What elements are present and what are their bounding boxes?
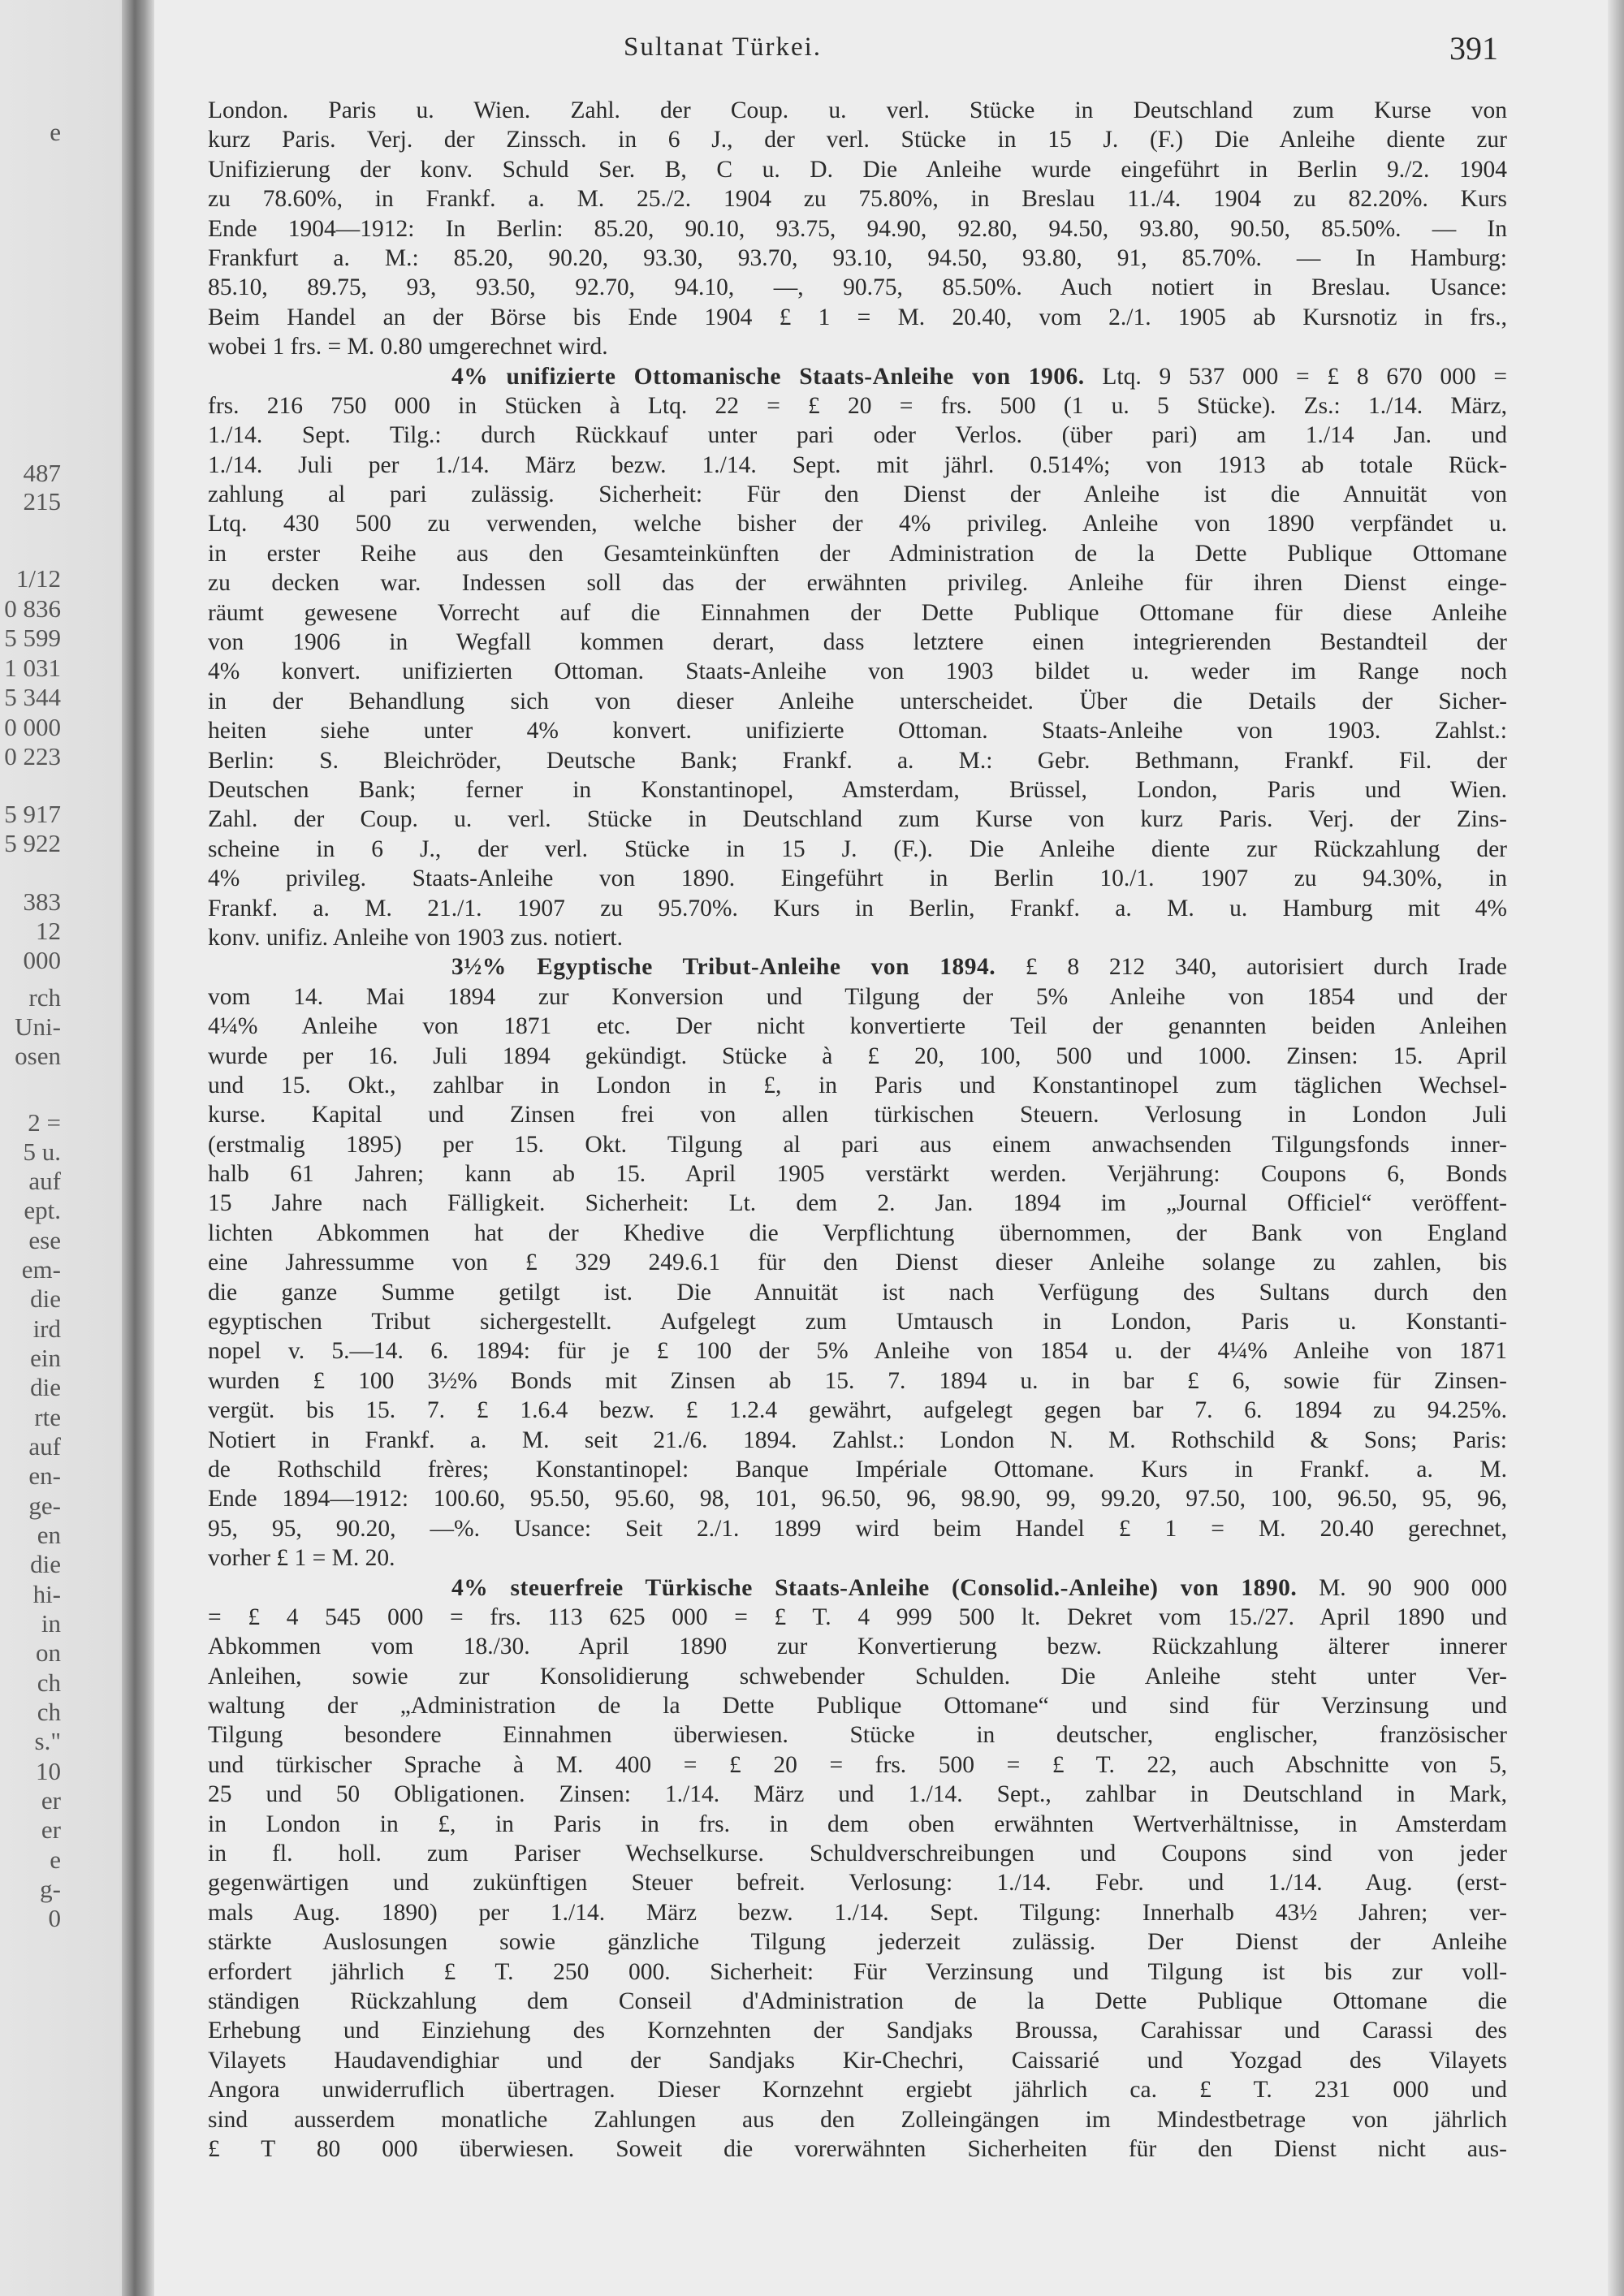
text-line [208,421,1507,450]
margin-fragment: ch [37,1698,61,1726]
margin-fragment: 1 031 [4,654,61,682]
line-text: Deutschen Bank; ferner in Konstantinopel, Amsterdam, Brüssel, London, Paris und Wien. [208,776,1507,803]
margin-fragment: auf [28,1167,61,1195]
line-text: wurden £ 100 3½% Bonds mit Zinsen ab 15. 7. 1894 u. in bar £ 6, sowie für Zinsen- [208,1367,1507,1394]
line-text: vorher £ 1 = M. 20. [208,1545,395,1572]
line-text: wobei 1 frs. = M. 0.80 umgerechnet wird. [208,334,608,360]
line-text: Ende 1904—1912: In Berlin: 85.20, 90.10, 93.75, 94.90, 92.80, 94.50, 93.80, 90.50, 85.50%. — In [208,215,1507,242]
line-text: London. Paris u. Wien. Zahl. der Coup. u. verl. Stücke in Deutschland zum Kurse von [208,97,1507,123]
text-line [208,1632,1507,1661]
text-line [208,184,1507,214]
margin-fragment: 487 [23,459,61,487]
margin-fragment: osen [15,1042,61,1070]
text-line [208,1957,1507,1987]
text-line [208,1455,1507,1484]
line-text: Notiert in Frankf. a. M. seit 21./6. 1894. Zahlst.: London N. M. Rothschild & Sons; Paris: [208,1426,1507,1453]
margin-fragment: hi- [32,1580,61,1608]
text-line [208,1278,1507,1307]
line-text: ständigen Rückzahlung dem Conseil d'Administration de la Dette Publique Ottomane die [208,1988,1507,2014]
line-text: Angora unwiderruflich übertragen. Dieser Kornzehnt ergiebt jährlich ca. £ T. 231 000 und [208,2077,1507,2104]
margin-fragment: 0 000 [4,713,61,741]
line-text: kurse. Kapital und Zinsen frei von allen türkischen Steuern. Verlosung in London Juli [208,1102,1507,1129]
line-text: £ T 80 000 überwiesen. Soweit die vorerwähnten Sicherheiten für den Dienst nicht aus- [208,2135,1507,2162]
text-line [208,1780,1507,1809]
text-line [208,2105,1507,2134]
line-text: Abkommen vom 18./30. April 1890 zur Konvertierung bezw. Rückzahlung älterer innerer [208,1634,1507,1660]
text-line [208,1750,1507,1780]
line-text: in erster Reihe aus den Gesamteinkünften der Administration de la Dette Publique Ottomane [208,540,1507,567]
margin-fragment: 1/12 [15,564,61,593]
margin-fragment: rch [28,983,61,1012]
line-text: stärkte Auslosungen sowie gänzliche Tilgung jederzeit zulässig. Der Dienst der Anleihe [208,1929,1507,1956]
text-line [208,1898,1507,1927]
text-line [208,1868,1507,1897]
text-line [208,303,1507,332]
text-line [208,509,1507,538]
running-head [154,29,1624,70]
margin-fragment: 215 [23,487,61,516]
margin-fragment: er [41,1786,61,1815]
text-line [208,1987,1507,2016]
line-text: Erhebung und Einziehung des Kornzehnten der Sandjaks Broussa, Carahissar und Carassi des [208,2018,1507,2044]
line-text: 85.10, 89.75, 93, 93.50, 92.70, 94.10, —, 90.75, 85.50%. Auch notiert in Breslau. Usance: [208,274,1507,301]
line-text: 15 Jahre nach Fälligkeit. Sicherheit: Lt. dem 2. Jan. 1894 im „Journal Officiel“ veröffent- [208,1190,1507,1217]
text-line [208,568,1507,598]
text-line [208,244,1507,273]
margin-fragment: 5 922 [4,829,61,857]
line-text: 25 und 50 Obligationen. Zinsen: 1./14. März und 1./14. Sept., zahlbar in Deutschland in Mark, [208,1781,1507,1808]
line-text: Ltq. 430 500 zu verwenden, welche bisher der 4% privileg. Anleihe von 1890 verpfändet u. [208,511,1507,537]
text-line [208,1100,1507,1129]
line-text: frs. 216 750 000 in Stücken à Ltq. 22 = £ 20 = frs. 500 (1 u. 5 Stücke). Zs.: 1./14. März, [208,392,1507,419]
margin-fragment: 12 [36,917,61,945]
text-line [208,1839,1507,1868]
line-text: konv. unifiz. Anleihe von 1903 zus. notiert. [208,924,623,951]
line-text: de Rothschild frères; Konstantinopel: Banque Impériale Ottomane. Kurs in Frankf. a. M. [208,1456,1507,1482]
line-text: 4% privileg. Staats-Anleihe von 1890. Eingeführt in Berlin 10./1. 1907 zu 94.30%, in [208,865,1507,892]
text-line [208,1307,1507,1336]
line-text: in London in £, in Paris in frs. in dem oben erwähnten Wertverhältnisse, in Amsterdam [208,1810,1507,1837]
line-text: Frankfurt a. M.: 85.20, 90.20, 93.30, 93.70, 93.10, 94.50, 93.80, 91, 85.70%. — In Hamburg: [208,244,1507,271]
section-heading: 3½% Egyptische Tribut-Anleihe von 1894. [451,954,996,981]
margin-fragment: ch [37,1668,61,1697]
margin-fragment: ird [32,1314,61,1343]
line-text: halb 61 Jahren; kann ab 15. April 1905 verstärkt werden. Verjährung: Coupons 6, Bonds [208,1161,1507,1188]
line-text: eine Jahressumme von £ 329 249.6.1 für den Dienst dieser Anleihe solange zu zahlen, bis [208,1249,1507,1276]
text-line [208,1012,1507,1041]
line-text: heiten siehe unter 4% konvert. unifizierte Ottoman. Staats-Anleihe von 1903. Zahlst.: [208,718,1507,744]
line-text: 1./14. Juli per 1./14. März bezw. 1./14. Sept. mit jährl. 0.514%; von 1913 ab totale Rück- [208,451,1507,478]
text-line [208,1810,1507,1839]
body-text [208,96,1507,2164]
line-text: nopel v. 5.—14. 6. 1894: für je £ 100 der 5% Anleihe von 1854 u. der 4¼% Anleihe von 1871 [208,1338,1507,1365]
document-page [154,0,1624,2296]
margin-fragment: e [50,1845,61,1874]
text-line [208,391,1507,421]
line-text: lichten Abkommen hat der Khedive die Verpflichtung übernommen, der Bank von England [208,1219,1507,1246]
line-text: die ganze Summe getilgt ist. Die Annuität ist nach Verfügung des Sultans durch den [208,1279,1507,1306]
text-line [208,2016,1507,2045]
margin-fragment: 5 599 [4,624,61,652]
line-text: 95, 95, 90.20, —%. Usance: Seit 2./1. 1899 wird beim Handel £ 1 = M. 20.40 gerechnet, [208,1515,1507,1542]
line-text: £ 8 212 340, autorisiert durch Irade [996,954,1507,981]
line-text: erfordert jährlich £ T. 250 000. Sicherheit: Für Verzinsung und Tilgung ist bis zur voll- [208,1958,1507,1985]
margin-fragment: 5 344 [4,683,61,711]
line-text: zu decken war. Indessen soll das der erwähnten privileg. Anleihe für ihren Dienst einge- [208,570,1507,597]
text-line [208,96,1507,125]
margin-fragment: 2 = [28,1108,61,1137]
text-line [208,1130,1507,1159]
text-line [208,1662,1507,1691]
margin-fragment: ge- [28,1491,61,1520]
line-text: in fl. holl. zum Pariser Wechselkurse. Schuldverschreibungen und Coupons sind von jeder [208,1841,1507,1867]
line-text: Frankf. a. M. 21./1. 1907 zu 95.70%. Kurs in Berlin, Frankf. a. M. u. Hamburg mit 4% [208,895,1507,921]
line-text: M. 90 900 000 [1297,1574,1507,1601]
line-text: Ende 1894—1912: 100.60, 95.50, 95.60, 98, 101, 96.50, 96, 98.90, 99, 99.20, 97.50, 100, 96.50, 95, 96, [208,1486,1507,1513]
text-line [208,716,1507,745]
text-line [208,598,1507,628]
line-text: und 15. Okt., zahlbar in London in £, in Paris und Konstantinopel zum täglichen Wechsel- [208,1072,1507,1098]
section-heading-line [208,1573,1507,1603]
text-line [208,628,1507,657]
text-line [208,1543,1507,1573]
text-line [208,125,1507,154]
line-text: 4¼% Anleihe von 1871 etc. Der nicht konvertierte Teil der genannten beiden Anleihen [208,1013,1507,1040]
line-text: in der Behandlung sich von dieser Anleihe unterscheidet. Über die Details der Sicher- [208,688,1507,714]
margin-fragment: die [30,1284,61,1313]
text-line [208,1189,1507,1218]
text-line [208,657,1507,686]
line-text: Unifizierung der konv. Schuld Ser. B, C u. D. Die Anleihe wurde eingeführt in Berlin 9./2. 1904 [208,156,1507,183]
margin-fragment: Uni- [15,1012,61,1041]
margin-fragment: on [36,1638,61,1667]
line-text: Vilayets Haudavendighiar und der Sandjaks Kir-Chechri, Caissarié und Yozgad des Vilayets [208,2047,1507,2074]
line-text: zu 78.60%, in Frankf. a. M. 25./2. 1904 zu 75.80%, in Breslau 11./4. 1904 zu 82.20%. Kurs [208,186,1507,213]
text-line [208,1396,1507,1425]
book-gutter [122,0,154,2296]
line-text: zahlung al pari zulässig. Sicherheit: Für den Dienst der Anleihe ist die Annuität von [208,481,1507,508]
line-text: waltung der „Administration de la Dette Publique Ottomane“ und sind für Verzinsung und [208,1693,1507,1720]
margin-fragment: s." [34,1727,61,1755]
margin-fragment: 10 [36,1757,61,1785]
line-text: Berlin: S. Bleichröder, Deutsche Bank; Frankf. a. M.: Gebr. Bethmann, Frankf. Fil. der [208,747,1507,774]
line-text: vergüt. bis 15. 7. £ 1.6.4 bezw. £ 1.2.4 gewährt, aufgelegt gegen bar 7. 6. 1894 zu 94.25%. [208,1397,1507,1424]
text-line [208,1159,1507,1189]
line-text: Beim Handel an der Börse bis Ende 1904 £ 1 = M. 20.40, vom 2./1. 1905 ab Kursnotiz in frs., [208,304,1507,330]
text-line [208,1248,1507,1277]
line-text: und türkischer Sprache à M. 400 = £ 20 = frs. 500 = £ T. 22, auch Abschnitte von 5, [208,1751,1507,1778]
text-line [208,273,1507,302]
running-title: Sultanat Türkei. [623,32,823,62]
text-line [208,805,1507,834]
margin-fragment: 5 u. [23,1137,61,1166]
margin-fragment: 000 [23,946,61,974]
margin-fragment: 5 917 [4,800,61,828]
section-heading-line [208,362,1507,391]
text-line [208,155,1507,184]
section-heading: 4% unifizierte Ottomanische Staats-Anleihe von 1906. [451,363,1085,390]
line-text: von 1906 in Wegfall kommen derart, dass letztere einen integrierenden Bestandteil der [208,629,1507,656]
text-line [208,1720,1507,1750]
line-text: kurz Paris. Verj. der Zinssch. in 6 J., der verl. Stücke in 15 J. (F.) Die Anleihe diente zur [208,127,1507,153]
line-text: vom 14. Mai 1894 zur Konversion und Tilgung der 5% Anleihe von 1854 und der [208,983,1507,1010]
line-text: Ltq. 9 537 000 = £ 8 670 000 = [1084,363,1507,390]
text-line [208,539,1507,568]
text-line [208,1426,1507,1455]
line-text: Tilgung besondere Einnahmen überwiesen. Stücke in deutscher, englischer, französischer [208,1722,1507,1749]
text-line [208,1603,1507,1632]
line-text: Anleihen, sowie zur Konsolidierung schwebender Schulden. Die Anleihe steht unter Ver- [208,1663,1507,1690]
line-text: gegenwärtigen und zukünftigen Steuer befreit. Verlosung: 1./14. Febr. und 1./14. Aug. (erst- [208,1870,1507,1897]
text-line [208,1484,1507,1513]
text-line [208,923,1507,952]
text-line [208,775,1507,805]
margin-fragment: ein [30,1344,61,1372]
margin-fragment: e [50,118,61,146]
line-text: (erstmalig 1895) per 15. Okt. Tilgung al pari aus einem anwachsenden Tilgungsfonds inner- [208,1131,1507,1158]
text-line [208,835,1507,864]
margin-fragment: 0 [48,1904,61,1932]
margin-fragment: die [30,1550,61,1578]
text-line [208,214,1507,244]
margin-fragment: rte [34,1403,61,1431]
margin-fragment: auf [28,1432,61,1461]
text-line [208,864,1507,893]
text-line [208,1514,1507,1543]
line-text: = £ 4 545 000 = frs. 113 625 000 = £ T. 4 999 500 lt. Dekret vom 15./27. April 1890 und [208,1603,1507,1630]
section-heading-line [208,952,1507,982]
text-line [208,1042,1507,1071]
page-edge-shadow [1608,0,1624,2296]
margin-fragment: 0 223 [4,742,61,770]
text-line [208,2075,1507,2104]
text-line [208,982,1507,1012]
margin-fragment: ese [28,1226,61,1254]
margin-fragment: 0 836 [4,594,61,623]
page-number: 391 [1449,30,1498,67]
margin-fragment: in [41,1609,61,1638]
margin-fragment: er [41,1815,61,1844]
line-text: 4% konvert. unifizierten Ottoman. Staats-Anleihe von 1903 bildet u. weder im Range noch [208,658,1507,685]
margin-fragment: 383 [23,887,61,916]
section-heading: 4% steuerfreie Türkische Staats-Anleihe (Consolid.-Anleihe) von 1890. [451,1574,1298,1601]
margin-fragment: die [30,1373,61,1401]
line-text: 1./14. Sept. Tilg.: durch Rückkauf unter pari oder Verlos. (über pari) am 1./14 Jan. und [208,422,1507,449]
text-line [208,1691,1507,1720]
text-line [208,332,1507,361]
line-text: mals Aug. 1890) per 1./14. März bezw. 1./14. Sept. Tilgung: Innerhalb 43½ Jahren; ver- [208,1899,1507,1926]
line-text: egyptischen Tribut sichergestellt. Aufgelegt zum Umtausch in London, Paris u. Konstanti- [208,1309,1507,1336]
text-line [208,746,1507,775]
text-line [208,894,1507,923]
text-line [208,1071,1507,1100]
text-line [208,1366,1507,1396]
text-line [208,1219,1507,1248]
margin-fragment: en- [28,1461,61,1490]
line-text: räumt gewesene Vorrecht auf die Einnahmen der Dette Publique Ottomane für diese Anleihe [208,599,1507,626]
margin-fragment: en [37,1521,61,1549]
line-text: wurde per 16. Juli 1894 gekündigt. Stücke à £ 20, 100, 500 und 1000. Zinsen: 15. April [208,1042,1507,1069]
margin-fragment: ept. [24,1196,61,1224]
text-line [208,480,1507,509]
text-line [208,2134,1507,2164]
line-text: scheine in 6 J., der verl. Stücke in 15 J. (F.). Die Anleihe diente zur Rückzahlung der [208,835,1507,862]
margin-fragment: g- [40,1875,61,1903]
text-line [208,451,1507,480]
text-line [208,2046,1507,2075]
margin-fragment: em- [21,1255,61,1284]
text-line [208,1927,1507,1957]
line-text: Zahl. der Coup. u. verl. Stücke in Deutschland zum Kurse von kurz Paris. Verj. der Zins- [208,806,1507,833]
text-line [208,687,1507,716]
line-text: sind ausserdem monatliche Zahlungen aus den Zolleingängen im Mindestbetrage von jährlich [208,2106,1507,2133]
text-line [208,1336,1507,1366]
